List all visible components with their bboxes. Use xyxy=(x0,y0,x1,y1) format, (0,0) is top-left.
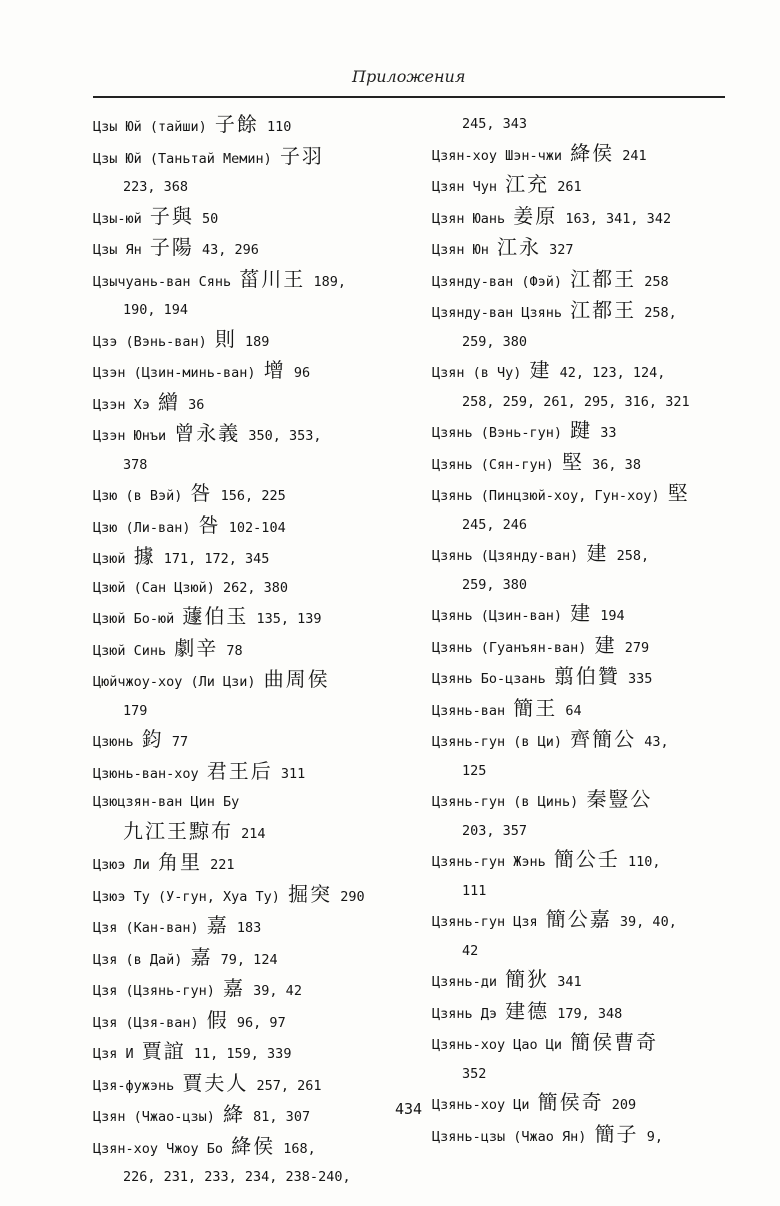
index-entry-continuation: 223, 368 xyxy=(123,179,189,195)
index-entry xyxy=(93,1100,403,1132)
index-entry-text: Цзянь (Вэнь-гун) 踺 33 xyxy=(432,418,617,442)
index-entry-text: Цзянь (Сян-гун) 堅 36, 38 xyxy=(432,449,641,474)
index-entry xyxy=(432,631,732,663)
index-entry-continuation: 352 xyxy=(462,1065,487,1082)
index-entry-text: Цзянь-гун (в Цинь) 秦豎公 xyxy=(432,787,653,811)
index-entry xyxy=(93,1037,403,1069)
index-entry-text: Цзя (в Дай) 嘉 79, 124 xyxy=(93,944,278,969)
index-entry-text: Цзянду-ван Цзянь 江都王 258, xyxy=(432,298,677,322)
index-entry-text: Цюйчжоу-хоу (Ли Цзи) 曲周侯 xyxy=(93,667,330,691)
index-entry xyxy=(93,725,403,757)
index-entry-text: Цзянь (Цзин-ван) 建 194 xyxy=(432,601,625,625)
index-entry xyxy=(93,110,403,142)
index-entry-continuation: 245, 246 xyxy=(462,516,528,533)
index-entry-text: Цзянь-ван 簡王 64 xyxy=(432,695,582,720)
index-entry xyxy=(93,388,403,420)
index-entry xyxy=(93,202,403,234)
index-entry xyxy=(93,788,403,848)
index-entry xyxy=(432,662,732,694)
index-entry-text: Цзы Ян 子陽 43, 296 xyxy=(93,235,259,259)
index-entry xyxy=(432,416,732,448)
index-entry-text: Цзя (Цзя-ван) 假 96, 97 xyxy=(93,1007,286,1032)
index-entry-text: Цзю (Ли-ван) 咎 102-104 xyxy=(93,512,286,537)
index-entry-text: Цзя (Цзянь-гун) 嘉 39, 42 xyxy=(93,976,302,1000)
index-entry-text: Цзянь-гун (в Ци) 齊簡公 43, xyxy=(432,727,669,751)
index-entry xyxy=(432,725,732,785)
index-entry-text: Цзянь (Гуанъян-ван) 建 279 xyxy=(432,632,650,657)
index-entry-text: Цзян-хоу Шэн-чжи 絳侯 241 xyxy=(432,140,647,165)
index-entry-text: Цзюнь-ван-хоу 君王后 311 xyxy=(93,758,306,783)
index-entry-continuation: 179 xyxy=(123,702,148,719)
index-entry-text: Цзюй Синь 劇辛 78 xyxy=(93,635,243,660)
index-entry xyxy=(93,419,403,479)
index-entry-text: Цзян Юн 江永 327 xyxy=(432,235,574,259)
index-entry-text: Цзюй Бо-юй 蘧伯玉 135, 139 xyxy=(93,604,322,628)
index-entry-text: Цзян (Чжао-цзы) 絳 81, 307 xyxy=(93,1102,311,1126)
index-entry-text: Цзянду-ван (Фэй) 江都王 258 xyxy=(432,266,669,291)
index-entry xyxy=(432,265,732,297)
index-entry xyxy=(432,139,732,171)
index-entry-continuation: 378 xyxy=(123,456,148,473)
index-entry-text: Цзян Юань 姜原 163, 341, 342 xyxy=(432,203,672,228)
index-entry-continuation: 125 xyxy=(462,762,487,779)
index-entry xyxy=(93,479,403,511)
index-entry xyxy=(432,110,732,139)
index-entry-text: Цзя И 賈誼 11, 159, 339 xyxy=(93,1039,292,1063)
index-entry xyxy=(93,574,403,603)
index-entry xyxy=(432,905,732,965)
page-number: 434 xyxy=(395,1100,423,1118)
index-entry-text: Цзян-хоу Чжоу Бо 絳侯 168, xyxy=(93,1133,316,1158)
index-entry-text: Цзянь-хоу Ци 簡侯奇 209 xyxy=(432,1090,637,1114)
index-entry-text: Цзянь-гун Жэнь 簡公壬 110, xyxy=(432,847,661,871)
index-entry-continuation: 226, 231, 233, 234, 238-240, xyxy=(123,1169,351,1185)
index-entry-text: Цзянь (Цзянду-ван) 建 258, xyxy=(432,541,650,565)
index-entry-text: Цзюнь 鈞 77 xyxy=(93,727,189,751)
index-entry-text: Цзюй 據 171, 172, 345 xyxy=(93,544,270,568)
index-entry-continuation: 259, 380 xyxy=(462,333,528,350)
index-entry-continuation: 245, 343 xyxy=(462,116,528,132)
index-entry-text: Цзянь-гун Цзя 簡公嘉 39, 40, xyxy=(432,907,677,931)
index-column-right xyxy=(432,110,732,1151)
index-entry xyxy=(93,233,403,265)
index-entry-continuation: 203, 357 xyxy=(462,822,528,839)
index-entry-text: Цзэ (Вэнь-ван) 則 189 xyxy=(93,326,270,351)
index-entry-text: Цзянь-цзы (Чжао Ян) 簡子 9, xyxy=(432,1121,663,1146)
running-header: Приложения xyxy=(352,67,466,86)
index-entry xyxy=(432,1088,732,1120)
index-entry xyxy=(432,785,732,845)
index-entry-text: Цзянь Дэ 建德 179, 348 xyxy=(432,998,623,1023)
index-entry xyxy=(432,539,732,599)
index-entry-text: Цзы-юй 子與 50 xyxy=(93,203,219,228)
index-entry xyxy=(93,325,403,357)
index-entry-text: Цзычуань-ван Сянь 菑川王 189, xyxy=(93,266,346,291)
index-entry xyxy=(432,448,732,480)
index-entry-continuation: 190, 194 xyxy=(123,302,189,318)
index-entry xyxy=(432,356,732,416)
index-entry xyxy=(93,974,403,1006)
index-entry xyxy=(93,356,403,388)
index-entry xyxy=(93,265,403,325)
index-entry-text: Цзюэ Ли 角里 221 xyxy=(93,850,235,874)
index-entry xyxy=(432,845,732,905)
index-entry-text: Цзэн (Цзин-минь-ван) 增 96 xyxy=(93,358,311,382)
index-entry-text: Цзя (Кан-ван) 嘉 183 xyxy=(93,913,262,937)
index-entry xyxy=(432,170,732,202)
index-entry xyxy=(93,1132,403,1192)
index-entry-text: Цзянь (Пинцзюй-хоу, Гун-хоу) 堅 xyxy=(432,481,690,505)
index-entry xyxy=(93,757,403,789)
index-entry-continuation: 259, 380 xyxy=(462,576,528,593)
index-entry-text: Цзэн Юнъи 曾永義 350, 353, xyxy=(93,421,322,445)
index-entry-continuation: 111 xyxy=(462,882,487,899)
index-entry xyxy=(432,233,732,265)
index-entry-text: Цзы Юй (тайши) 子餘 110 xyxy=(93,112,292,136)
index-column-left xyxy=(93,110,403,1192)
index-entry-text: Цзян Чун 江充 261 xyxy=(432,172,582,196)
index-entry-continuation: 258, 259, 261, 295, 316, 321 xyxy=(462,393,690,410)
index-entry xyxy=(93,911,403,943)
index-entry xyxy=(93,943,403,975)
index-entry xyxy=(432,202,732,234)
index-entry-text: Цзэн Хэ 繒 36 xyxy=(93,389,205,414)
index-entry-text: Цзюй (Сан Цзюй) 262, 380 xyxy=(93,579,289,596)
index-entry-text: Цзы Юй (Таньтай Мемин) 子羽 xyxy=(93,143,324,168)
index-entry-text: Цзя-фужэнь 賈夫人 257, 261 xyxy=(93,1070,322,1095)
index-entry xyxy=(432,997,732,1029)
index-entry xyxy=(93,511,403,543)
index-entry xyxy=(93,1006,403,1038)
index-entry-text: Цзянь-ди 簡狄 341 xyxy=(432,967,582,991)
index-entry-text: Цзянь-хоу Цао Ци 簡侯曹奇 xyxy=(432,1030,659,1054)
index-entry-text: Цзю (в Вэй) 咎 156, 225 xyxy=(93,481,286,505)
index-entry xyxy=(93,665,403,725)
index-entry-text: Цзян (в Чу) 建 42, 123, 124, xyxy=(432,358,666,382)
index-entry xyxy=(432,296,732,356)
index-entry xyxy=(93,142,403,202)
index-entry-text: Цзянь Бо-цзань 翦伯贊 335 xyxy=(432,664,653,688)
index-entry xyxy=(93,602,403,634)
index-entry xyxy=(432,1028,732,1088)
index-entry xyxy=(432,479,732,539)
index-entry-continuation: 九江王黥布 214 xyxy=(123,818,266,843)
index-entry xyxy=(93,880,403,912)
index-entry xyxy=(93,848,403,880)
header-rule xyxy=(93,96,725,98)
index-entry xyxy=(93,634,403,666)
index-entry-text: Цзюэ Ту (У-гун, Хуа Ту) 掘突 290 xyxy=(93,881,365,906)
index-entry xyxy=(93,542,403,574)
index-entry xyxy=(432,599,732,631)
index-entry xyxy=(432,965,732,997)
index-entry-continuation: 42 xyxy=(462,942,479,959)
index-entry xyxy=(93,1069,403,1101)
index-entry xyxy=(432,694,732,726)
index-entry-text: Цзюцзян-ван Цин Бу xyxy=(93,794,240,810)
index-entry xyxy=(432,1120,732,1152)
